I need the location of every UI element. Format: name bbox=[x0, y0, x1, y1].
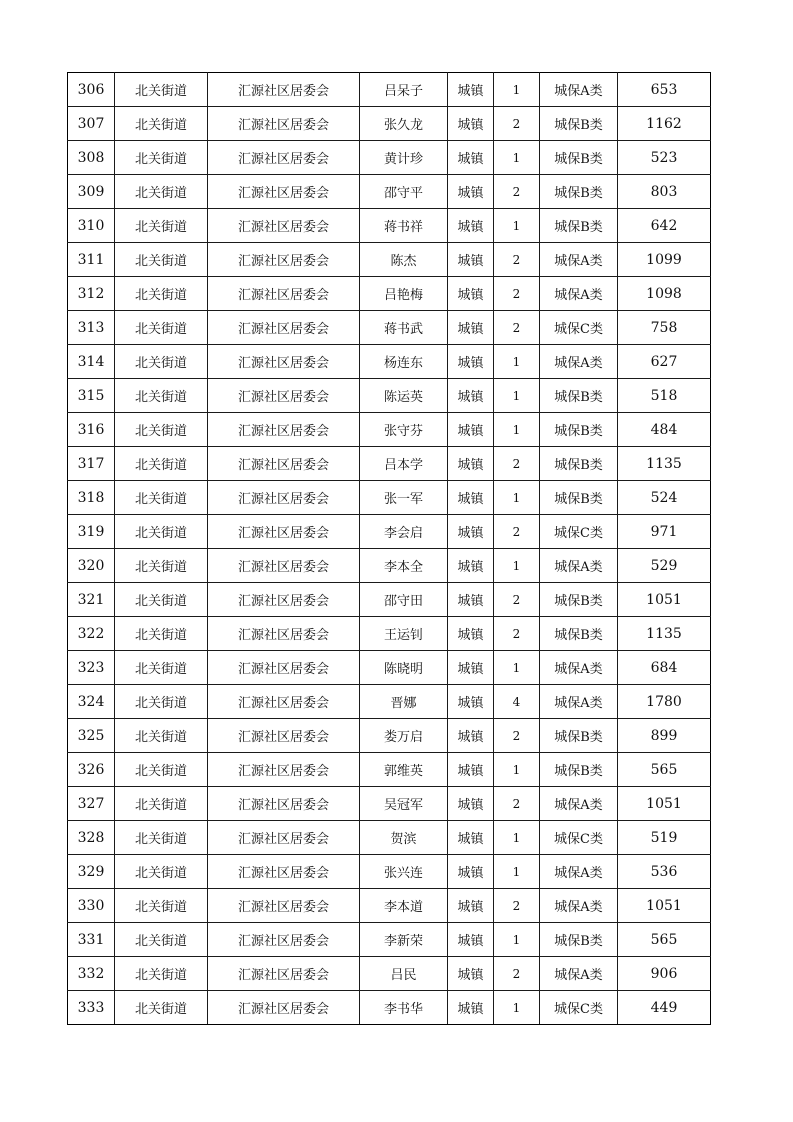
serial-number-cell: 319 bbox=[68, 515, 115, 549]
serial-number-cell: 312 bbox=[68, 277, 115, 311]
household-size-cell: 1 bbox=[494, 923, 540, 957]
community-cell: 汇源社区居委会 bbox=[208, 413, 360, 447]
category-cell: 城保C类 bbox=[540, 991, 618, 1025]
subdistrict-cell: 北关街道 bbox=[115, 277, 208, 311]
table-row bbox=[68, 651, 711, 685]
subdistrict-cell: 北关街道 bbox=[115, 345, 208, 379]
household-size-cell: 1 bbox=[494, 753, 540, 787]
name-cell: 吕民 bbox=[360, 957, 448, 991]
subdistrict-cell: 北关街道 bbox=[115, 685, 208, 719]
household-size-cell: 2 bbox=[494, 719, 540, 753]
household-type-cell: 城镇 bbox=[448, 413, 494, 447]
serial-number-cell: 331 bbox=[68, 923, 115, 957]
table-row bbox=[68, 277, 711, 311]
amount-cell: 523 bbox=[618, 141, 711, 175]
household-size-cell: 2 bbox=[494, 447, 540, 481]
community-cell: 汇源社区居委会 bbox=[208, 141, 360, 175]
category-cell: 城保B类 bbox=[540, 447, 618, 481]
amount-cell: 536 bbox=[618, 855, 711, 889]
table-row bbox=[68, 855, 711, 889]
household-type-cell: 城镇 bbox=[448, 583, 494, 617]
household-size-cell: 1 bbox=[494, 209, 540, 243]
community-cell: 汇源社区居委会 bbox=[208, 549, 360, 583]
name-cell: 晋娜 bbox=[360, 685, 448, 719]
household-type-cell: 城镇 bbox=[448, 991, 494, 1025]
allowance-table bbox=[67, 72, 711, 1025]
subdistrict-cell: 北关街道 bbox=[115, 991, 208, 1025]
name-cell: 黄计珍 bbox=[360, 141, 448, 175]
subdistrict-cell: 北关街道 bbox=[115, 651, 208, 685]
table-row bbox=[68, 515, 711, 549]
name-cell: 张兴连 bbox=[360, 855, 448, 889]
serial-number-cell: 326 bbox=[68, 753, 115, 787]
name-cell: 陈运英 bbox=[360, 379, 448, 413]
community-cell: 汇源社区居委会 bbox=[208, 583, 360, 617]
table-row bbox=[68, 107, 711, 141]
category-cell: 城保B类 bbox=[540, 379, 618, 413]
table-row bbox=[68, 175, 711, 209]
community-cell: 汇源社区居委会 bbox=[208, 311, 360, 345]
category-cell: 城保A类 bbox=[540, 889, 618, 923]
name-cell: 邵守田 bbox=[360, 583, 448, 617]
serial-number-cell: 324 bbox=[68, 685, 115, 719]
category-cell: 城保B类 bbox=[540, 107, 618, 141]
household-type-cell: 城镇 bbox=[448, 617, 494, 651]
table-row bbox=[68, 379, 711, 413]
serial-number-cell: 320 bbox=[68, 549, 115, 583]
community-cell: 汇源社区居委会 bbox=[208, 345, 360, 379]
name-cell: 吕本学 bbox=[360, 447, 448, 481]
subdistrict-cell: 北关街道 bbox=[115, 447, 208, 481]
name-cell: 贺滨 bbox=[360, 821, 448, 855]
subdistrict-cell: 北关街道 bbox=[115, 311, 208, 345]
community-cell: 汇源社区居委会 bbox=[208, 73, 360, 107]
serial-number-cell: 330 bbox=[68, 889, 115, 923]
household-type-cell: 城镇 bbox=[448, 73, 494, 107]
category-cell: 城保B类 bbox=[540, 481, 618, 515]
household-size-cell: 2 bbox=[494, 515, 540, 549]
serial-number-cell: 307 bbox=[68, 107, 115, 141]
serial-number-cell: 315 bbox=[68, 379, 115, 413]
household-size-cell: 1 bbox=[494, 821, 540, 855]
table-row bbox=[68, 991, 711, 1025]
household-size-cell: 2 bbox=[494, 787, 540, 821]
category-cell: 城保B类 bbox=[540, 583, 618, 617]
subdistrict-cell: 北关街道 bbox=[115, 209, 208, 243]
amount-cell: 971 bbox=[618, 515, 711, 549]
amount-cell: 1051 bbox=[618, 787, 711, 821]
name-cell: 李本道 bbox=[360, 889, 448, 923]
amount-cell: 653 bbox=[618, 73, 711, 107]
household-type-cell: 城镇 bbox=[448, 515, 494, 549]
table-row bbox=[68, 209, 711, 243]
amount-cell: 906 bbox=[618, 957, 711, 991]
category-cell: 城保A类 bbox=[540, 345, 618, 379]
household-size-cell: 4 bbox=[494, 685, 540, 719]
table-row bbox=[68, 73, 711, 107]
table-row bbox=[68, 481, 711, 515]
serial-number-cell: 329 bbox=[68, 855, 115, 889]
category-cell: 城保A类 bbox=[540, 243, 618, 277]
household-type-cell: 城镇 bbox=[448, 957, 494, 991]
community-cell: 汇源社区居委会 bbox=[208, 447, 360, 481]
amount-cell: 1098 bbox=[618, 277, 711, 311]
household-type-cell: 城镇 bbox=[448, 923, 494, 957]
household-type-cell: 城镇 bbox=[448, 243, 494, 277]
community-cell: 汇源社区居委会 bbox=[208, 243, 360, 277]
name-cell: 娄万启 bbox=[360, 719, 448, 753]
amount-cell: 1051 bbox=[618, 583, 711, 617]
serial-number-cell: 321 bbox=[68, 583, 115, 617]
name-cell: 张久龙 bbox=[360, 107, 448, 141]
household-size-cell: 1 bbox=[494, 413, 540, 447]
subdistrict-cell: 北关街道 bbox=[115, 243, 208, 277]
household-size-cell: 1 bbox=[494, 651, 540, 685]
table-row bbox=[68, 753, 711, 787]
amount-cell: 519 bbox=[618, 821, 711, 855]
name-cell: 蒋书武 bbox=[360, 311, 448, 345]
subdistrict-cell: 北关街道 bbox=[115, 753, 208, 787]
category-cell: 城保A类 bbox=[540, 855, 618, 889]
amount-cell: 1780 bbox=[618, 685, 711, 719]
subdistrict-cell: 北关街道 bbox=[115, 481, 208, 515]
category-cell: 城保B类 bbox=[540, 209, 618, 243]
amount-cell: 565 bbox=[618, 753, 711, 787]
community-cell: 汇源社区居委会 bbox=[208, 209, 360, 243]
category-cell: 城保B类 bbox=[540, 923, 618, 957]
name-cell: 杨连东 bbox=[360, 345, 448, 379]
name-cell: 蒋书祥 bbox=[360, 209, 448, 243]
name-cell: 吴冠军 bbox=[360, 787, 448, 821]
subdistrict-cell: 北关街道 bbox=[115, 515, 208, 549]
subdistrict-cell: 北关街道 bbox=[115, 821, 208, 855]
household-type-cell: 城镇 bbox=[448, 107, 494, 141]
household-type-cell: 城镇 bbox=[448, 719, 494, 753]
subdistrict-cell: 北关街道 bbox=[115, 889, 208, 923]
household-size-cell: 1 bbox=[494, 141, 540, 175]
amount-cell: 1162 bbox=[618, 107, 711, 141]
community-cell: 汇源社区居委会 bbox=[208, 379, 360, 413]
table-row bbox=[68, 617, 711, 651]
household-type-cell: 城镇 bbox=[448, 889, 494, 923]
category-cell: 城保C类 bbox=[540, 311, 618, 345]
household-type-cell: 城镇 bbox=[448, 379, 494, 413]
amount-cell: 899 bbox=[618, 719, 711, 753]
subdistrict-cell: 北关街道 bbox=[115, 73, 208, 107]
household-size-cell: 2 bbox=[494, 957, 540, 991]
category-cell: 城保A类 bbox=[540, 957, 618, 991]
category-cell: 城保C类 bbox=[540, 515, 618, 549]
amount-cell: 565 bbox=[618, 923, 711, 957]
community-cell: 汇源社区居委会 bbox=[208, 651, 360, 685]
table-row bbox=[68, 923, 711, 957]
community-cell: 汇源社区居委会 bbox=[208, 957, 360, 991]
community-cell: 汇源社区居委会 bbox=[208, 617, 360, 651]
household-size-cell: 2 bbox=[494, 311, 540, 345]
household-type-cell: 城镇 bbox=[448, 345, 494, 379]
table-row bbox=[68, 345, 711, 379]
amount-cell: 529 bbox=[618, 549, 711, 583]
community-cell: 汇源社区居委会 bbox=[208, 175, 360, 209]
household-type-cell: 城镇 bbox=[448, 209, 494, 243]
amount-cell: 524 bbox=[618, 481, 711, 515]
category-cell: 城保B类 bbox=[540, 413, 618, 447]
amount-cell: 758 bbox=[618, 311, 711, 345]
table-row bbox=[68, 719, 711, 753]
household-size-cell: 2 bbox=[494, 175, 540, 209]
category-cell: 城保A类 bbox=[540, 73, 618, 107]
serial-number-cell: 311 bbox=[68, 243, 115, 277]
subdistrict-cell: 北关街道 bbox=[115, 957, 208, 991]
serial-number-cell: 318 bbox=[68, 481, 115, 515]
household-type-cell: 城镇 bbox=[448, 481, 494, 515]
category-cell: 城保A类 bbox=[540, 277, 618, 311]
household-type-cell: 城镇 bbox=[448, 753, 494, 787]
community-cell: 汇源社区居委会 bbox=[208, 855, 360, 889]
category-cell: 城保B类 bbox=[540, 141, 618, 175]
serial-number-cell: 333 bbox=[68, 991, 115, 1025]
subdistrict-cell: 北关街道 bbox=[115, 583, 208, 617]
name-cell: 张一军 bbox=[360, 481, 448, 515]
subdistrict-cell: 北关街道 bbox=[115, 719, 208, 753]
subdistrict-cell: 北关街道 bbox=[115, 855, 208, 889]
category-cell: 城保B类 bbox=[540, 617, 618, 651]
table-row bbox=[68, 583, 711, 617]
serial-number-cell: 306 bbox=[68, 73, 115, 107]
community-cell: 汇源社区居委会 bbox=[208, 753, 360, 787]
amount-cell: 484 bbox=[618, 413, 711, 447]
category-cell: 城保A类 bbox=[540, 549, 618, 583]
serial-number-cell: 325 bbox=[68, 719, 115, 753]
subdistrict-cell: 北关街道 bbox=[115, 107, 208, 141]
subdistrict-cell: 北关街道 bbox=[115, 923, 208, 957]
table-row bbox=[68, 889, 711, 923]
name-cell: 吕呆子 bbox=[360, 73, 448, 107]
category-cell: 城保A类 bbox=[540, 787, 618, 821]
amount-cell: 627 bbox=[618, 345, 711, 379]
household-size-cell: 1 bbox=[494, 73, 540, 107]
serial-number-cell: 323 bbox=[68, 651, 115, 685]
household-type-cell: 城镇 bbox=[448, 447, 494, 481]
household-size-cell: 1 bbox=[494, 991, 540, 1025]
subdistrict-cell: 北关街道 bbox=[115, 549, 208, 583]
table-row bbox=[68, 141, 711, 175]
serial-number-cell: 322 bbox=[68, 617, 115, 651]
household-size-cell: 1 bbox=[494, 345, 540, 379]
subdistrict-cell: 北关街道 bbox=[115, 141, 208, 175]
community-cell: 汇源社区居委会 bbox=[208, 685, 360, 719]
name-cell: 陈杰 bbox=[360, 243, 448, 277]
community-cell: 汇源社区居委会 bbox=[208, 821, 360, 855]
amount-cell: 1051 bbox=[618, 889, 711, 923]
table-row bbox=[68, 549, 711, 583]
amount-cell: 684 bbox=[618, 651, 711, 685]
household-type-cell: 城镇 bbox=[448, 787, 494, 821]
subdistrict-cell: 北关街道 bbox=[115, 379, 208, 413]
amount-cell: 518 bbox=[618, 379, 711, 413]
community-cell: 汇源社区居委会 bbox=[208, 991, 360, 1025]
table-row bbox=[68, 447, 711, 481]
household-size-cell: 1 bbox=[494, 379, 540, 413]
table-row bbox=[68, 685, 711, 719]
household-type-cell: 城镇 bbox=[448, 821, 494, 855]
community-cell: 汇源社区居委会 bbox=[208, 515, 360, 549]
household-size-cell: 2 bbox=[494, 107, 540, 141]
subdistrict-cell: 北关街道 bbox=[115, 175, 208, 209]
name-cell: 张守芬 bbox=[360, 413, 448, 447]
community-cell: 汇源社区居委会 bbox=[208, 923, 360, 957]
community-cell: 汇源社区居委会 bbox=[208, 481, 360, 515]
household-size-cell: 2 bbox=[494, 243, 540, 277]
household-size-cell: 1 bbox=[494, 549, 540, 583]
amount-cell: 1099 bbox=[618, 243, 711, 277]
household-type-cell: 城镇 bbox=[448, 685, 494, 719]
serial-number-cell: 316 bbox=[68, 413, 115, 447]
serial-number-cell: 328 bbox=[68, 821, 115, 855]
community-cell: 汇源社区居委会 bbox=[208, 277, 360, 311]
community-cell: 汇源社区居委会 bbox=[208, 719, 360, 753]
household-size-cell: 2 bbox=[494, 277, 540, 311]
name-cell: 吕艳梅 bbox=[360, 277, 448, 311]
household-type-cell: 城镇 bbox=[448, 141, 494, 175]
community-cell: 汇源社区居委会 bbox=[208, 107, 360, 141]
category-cell: 城保A类 bbox=[540, 651, 618, 685]
name-cell: 陈晓明 bbox=[360, 651, 448, 685]
name-cell: 邵守平 bbox=[360, 175, 448, 209]
household-type-cell: 城镇 bbox=[448, 277, 494, 311]
table-row bbox=[68, 821, 711, 855]
amount-cell: 449 bbox=[618, 991, 711, 1025]
category-cell: 城保B类 bbox=[540, 175, 618, 209]
amount-cell: 1135 bbox=[618, 447, 711, 481]
name-cell: 李新荣 bbox=[360, 923, 448, 957]
name-cell: 李书华 bbox=[360, 991, 448, 1025]
serial-number-cell: 308 bbox=[68, 141, 115, 175]
household-size-cell: 1 bbox=[494, 481, 540, 515]
household-size-cell: 2 bbox=[494, 889, 540, 923]
table-row bbox=[68, 311, 711, 345]
amount-cell: 642 bbox=[618, 209, 711, 243]
household-size-cell: 1 bbox=[494, 855, 540, 889]
table-body bbox=[68, 73, 711, 1025]
household-type-cell: 城镇 bbox=[448, 855, 494, 889]
category-cell: 城保B类 bbox=[540, 753, 618, 787]
category-cell: 城保C类 bbox=[540, 821, 618, 855]
serial-number-cell: 317 bbox=[68, 447, 115, 481]
category-cell: 城保B类 bbox=[540, 719, 618, 753]
subdistrict-cell: 北关街道 bbox=[115, 617, 208, 651]
serial-number-cell: 309 bbox=[68, 175, 115, 209]
table-row bbox=[68, 957, 711, 991]
community-cell: 汇源社区居委会 bbox=[208, 889, 360, 923]
name-cell: 李本全 bbox=[360, 549, 448, 583]
household-type-cell: 城镇 bbox=[448, 175, 494, 209]
subdistrict-cell: 北关街道 bbox=[115, 413, 208, 447]
serial-number-cell: 327 bbox=[68, 787, 115, 821]
table-row bbox=[68, 787, 711, 821]
household-size-cell: 2 bbox=[494, 583, 540, 617]
serial-number-cell: 310 bbox=[68, 209, 115, 243]
household-type-cell: 城镇 bbox=[448, 311, 494, 345]
household-type-cell: 城镇 bbox=[448, 549, 494, 583]
serial-number-cell: 314 bbox=[68, 345, 115, 379]
serial-number-cell: 332 bbox=[68, 957, 115, 991]
serial-number-cell: 313 bbox=[68, 311, 115, 345]
subdistrict-cell: 北关街道 bbox=[115, 787, 208, 821]
category-cell: 城保A类 bbox=[540, 685, 618, 719]
name-cell: 王运钊 bbox=[360, 617, 448, 651]
name-cell: 李会启 bbox=[360, 515, 448, 549]
household-size-cell: 2 bbox=[494, 617, 540, 651]
household-type-cell: 城镇 bbox=[448, 651, 494, 685]
community-cell: 汇源社区居委会 bbox=[208, 787, 360, 821]
table-row bbox=[68, 413, 711, 447]
amount-cell: 803 bbox=[618, 175, 711, 209]
amount-cell: 1135 bbox=[618, 617, 711, 651]
table-row bbox=[68, 243, 711, 277]
name-cell: 郭维英 bbox=[360, 753, 448, 787]
